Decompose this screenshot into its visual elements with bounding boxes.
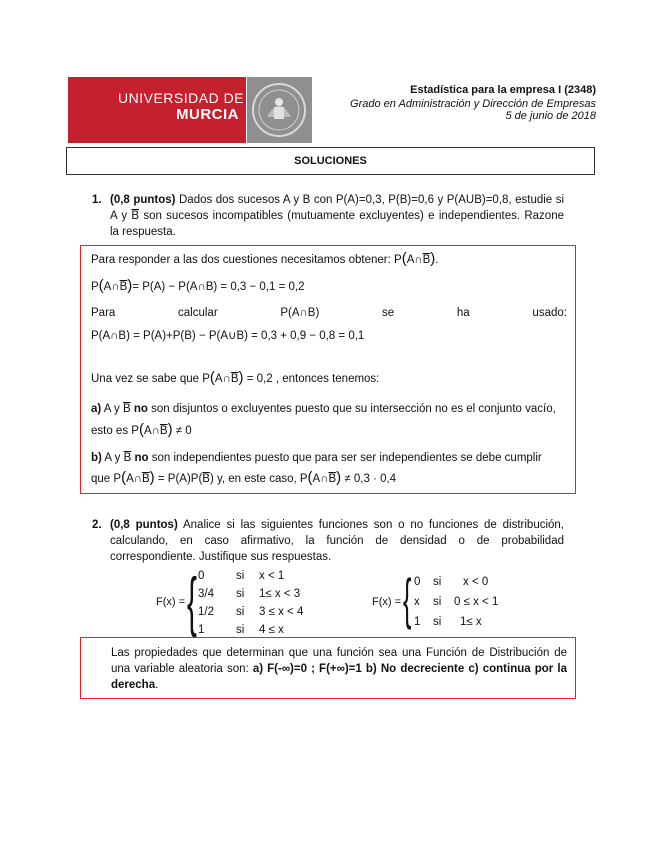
f2-value: 0 [414, 576, 421, 588]
word: calcular [178, 307, 218, 319]
part-b-line2: que $P(A\cap\overline{B}) = P(A)P(\overline{B})$ y, en este caso, $P(A\cap\overline{B}) \ne 0,3 \cdot 0,4$ [91, 469, 397, 486]
text: y, en este caso, [216, 473, 300, 485]
text: Las propiedades que determinan que una función sea una Función de Distribución de una variable aleatoria son: [111, 647, 567, 675]
f1-value: 3/4 [198, 588, 214, 600]
question-number: 1. [92, 194, 102, 206]
question-points: (0,8 puntos) [110, 519, 178, 531]
university-name-line2: MURCIA [176, 106, 239, 123]
f1-cond: 3 ≤ x < 4 [259, 606, 304, 618]
part-b-line1: b) A y $\overline{B}$ no son independientes puesto que para ser ser independientes se debe cumplir [91, 452, 542, 464]
part-a-line2: esto es $P(A\cap\overline{B}) \ne 0$ [91, 421, 192, 438]
text: ≠ 0,3 · 0,4 [341, 473, 397, 485]
answer-2-text [111, 645, 567, 693]
bold-no: no [134, 452, 149, 464]
f2-label: F(x) = [372, 596, 402, 608]
word: se [382, 307, 395, 319]
f1-si: si [236, 624, 245, 636]
question-number: 2. [92, 519, 102, 531]
text: esto es [91, 425, 132, 437]
text: son independientes puesto que para ser ser independientes se debe cumplir [148, 452, 542, 464]
f1-value: 1 [198, 624, 205, 636]
question-text-cont: son sucesos incompatibles (mutuamente excluyentes) e independientes. Razone la respuesta. [110, 210, 564, 238]
question-2 [92, 517, 564, 565]
text: A y [101, 452, 124, 464]
f1-label: F(x) = [156, 596, 186, 608]
f2-si: si [433, 576, 442, 588]
f1-si: si [236, 588, 245, 600]
intro-text: Para responder a las dos cuestiones necesitamos obtener: [91, 254, 395, 266]
f1-cond: 4 ≤ x [259, 624, 284, 636]
text: A y [101, 403, 123, 415]
f1-cond: 1≤ x < 3 [259, 588, 301, 600]
complement-b: $\overline{B}$ [131, 210, 140, 222]
answer-box-1 [80, 245, 576, 494]
word: P(A∩B) [280, 307, 320, 319]
known-value: = 0,2 [243, 373, 273, 385]
word: ha [456, 307, 470, 319]
university-name-line1: UNIVERSIDAD DE [118, 90, 245, 106]
course-title: Estadística para la empresa I (2348) [410, 84, 596, 96]
exam-date: 5 de junio de 2018 [505, 110, 596, 122]
university-seal-icon [247, 77, 312, 143]
bold-no: no [133, 403, 148, 415]
f2-si: si [433, 596, 442, 608]
f1-si: si [236, 570, 245, 582]
equation-2: P(A∩B) = P(A)+P(B) − P(A∪B) = 0,3 + 0,9 − 0,8 = 0,1 [91, 330, 365, 342]
f2-value: x [414, 596, 420, 608]
text: que [91, 473, 114, 485]
f1-si: si [236, 606, 245, 618]
text: = P(A)P( [154, 473, 203, 485]
word: Para [91, 307, 116, 319]
text: son disjuntos o excluyentes puesto que su intersección no es el conjunto vacío, [147, 403, 556, 415]
text: ≠ 0 [172, 425, 192, 437]
question-1 [92, 192, 564, 240]
part-a-label: a) [91, 403, 102, 415]
question-text: Analice si las siguientes funciones son o no funciones de distribución, calculando, en caso afirmativo, la función de densidad o de probabilidad correspondiente. Justifique sus respuestas. [110, 519, 565, 563]
part-a-line1: a) A y $\overline{B}$ no son disjuntos o excluyentes puesto que su intersección no es el conjunto vacío, [91, 403, 556, 415]
properties-bold: a) F(-∞)=0 ; F(+∞)=1 b) No decreciente c) continua por la derecha [111, 663, 567, 691]
answer-box-2 [80, 637, 576, 699]
f2-cond: 0 ≤ x < 1 [454, 596, 499, 608]
f2-si: si [433, 616, 442, 628]
f2-value: 1 [414, 616, 421, 628]
f2-cond: x < 0 [463, 576, 489, 588]
text: . [155, 679, 159, 691]
calc-sentence [91, 307, 567, 319]
section-title: SOLUCIONES [66, 147, 595, 175]
word: usado: [532, 307, 567, 319]
known-text-end: , entonces tenemos: [272, 373, 380, 385]
f1-value: 1/2 [198, 606, 214, 618]
known-sentence: Una vez se sabe que $P(A\cap\overline{B}) = 0,2$ , entonces tenemos: [91, 369, 380, 386]
question-text: Dados dos sucesos A y B con P(A)=0,3, P(B)=0,6 y P(AUB)=0,8, estudie si A y [110, 194, 564, 222]
equation-1-text: = P(A) − P(A∩B) = 0,3 − 0,1 = 0,2 [132, 281, 305, 293]
brace-icon: { [187, 564, 197, 638]
question-points: (0,8 puntos) [110, 194, 176, 206]
known-text: Una vez se sabe que [91, 373, 203, 385]
part-b-label: b) [91, 452, 102, 464]
f2-cond: 1≤ x [460, 616, 482, 628]
answer-intro: Para responder a las dos cuestiones necesitamos obtener: $P(A\cap\overline{B})$. [91, 250, 439, 267]
degree-name: Grado en Administración y Dirección de Empresas [350, 98, 596, 110]
equation-1: $P(A\cap\overline{B})= P(A)$ − P(A∩B) = 0,3 − 0,1 = 0,2 [91, 277, 305, 294]
brace-icon: { [403, 567, 412, 630]
f1-cond: x < 1 [259, 570, 285, 582]
f1-value: 0 [198, 570, 205, 582]
